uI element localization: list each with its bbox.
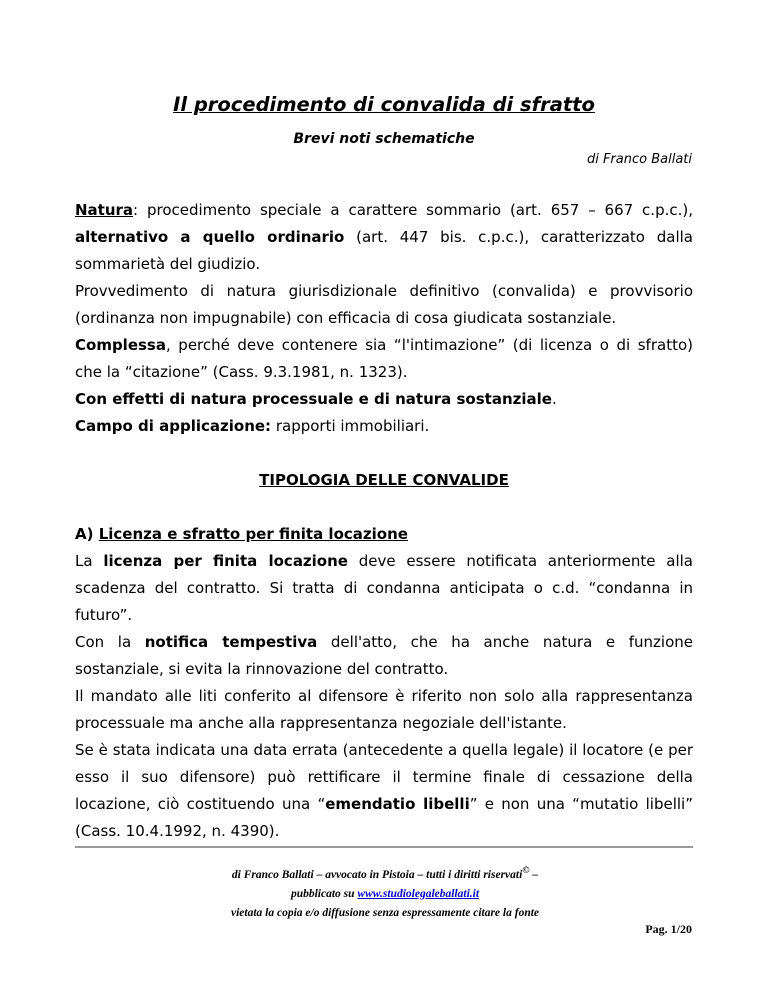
document-subtitle: Brevi noti schematiche — [293, 131, 475, 147]
page-number: Pag. 1/20 — [645, 922, 692, 936]
paragraph-licenza: La licenza per finita locazione deve essere notificata anteriormente alla scadenza del contratto. Si tratta di condanna anticipata o c.d. “condanna in futuro”. — [75, 552, 693, 624]
footer-divider — [75, 846, 693, 848]
paragraph-mandato: Il mandato alle liti conferito al difensore è riferito non solo alla rappresentanza processuale ma anche alla rappresentanza negoziale dell'istante. — [75, 687, 693, 732]
paragraph-provvedimento: Provvedimento di natura giurisdizionale definitivo (convalida) e provvisorio (ordinanza non impugnabile) con efficacia di cosa giudicata sostanziale. — [75, 282, 693, 327]
footer-notice — [150, 861, 620, 923]
document-body — [75, 197, 693, 845]
paragraph-campo: Campo di applicazione: rapporti immobiliari. — [75, 417, 430, 435]
paragraph-effetti: Con effetti di natura processuale e di natura sostanziale. — [75, 390, 557, 408]
section-heading-tipologia: TIPOLOGIA DELLE CONVALIDE — [259, 471, 509, 489]
paragraph-emendatio: Se è stata indicata una data errata (antecedente a quella legale) il locatore (e per esso il suo difensore) può rettificare il termine finale di cessazione della locazione, ciò costituendo una “emendatio libelli” e non una “mutatio libelli” (Cass. 10.4.1992, n. 4390). — [75, 741, 693, 840]
footer-line-2: pubblicato su www.studiolegaleballati.it — [290, 887, 480, 900]
footer-line-1: di Franco Ballati – avvocato in Pistoia – tutti i diritti riservati© – — [231, 865, 539, 881]
document-title: Il procedimento di convalida di sfratto — [173, 93, 595, 116]
paragraph-natura: Natura: procedimento speciale a carattere sommario (art. 657 – 667 c.p.c.), alternativo a quello ordinario (art. 447 bis. c.p.c.), caratterizzato dalla sommarietà del giudizio. — [75, 201, 693, 273]
paragraph-complessa: Complessa, perché deve contenere sia “l'intimazione” (di licenza o di sfratto) che la “citazione” (Cass. 9.3.1981, n. 1323). — [75, 336, 693, 381]
author-line: di Franco Ballati — [586, 152, 692, 167]
paragraph-notifica: Con la notifica tempestiva dell'atto, che ha anche natura e funzione sostanziale, si evita la rinnovazione del contratto. — [75, 633, 693, 678]
natura-label: Natura — [75, 201, 134, 219]
copyright-symbol: © — [522, 865, 530, 876]
footer-line-3: vietata la copia e/o diffusione senza espressamente citare la fonte — [230, 906, 540, 919]
website-link[interactable]: www.studiolegaleballati.it — [357, 887, 480, 900]
section-heading-a: A) Licenza e sfratto per finita locazione — [75, 525, 408, 543]
